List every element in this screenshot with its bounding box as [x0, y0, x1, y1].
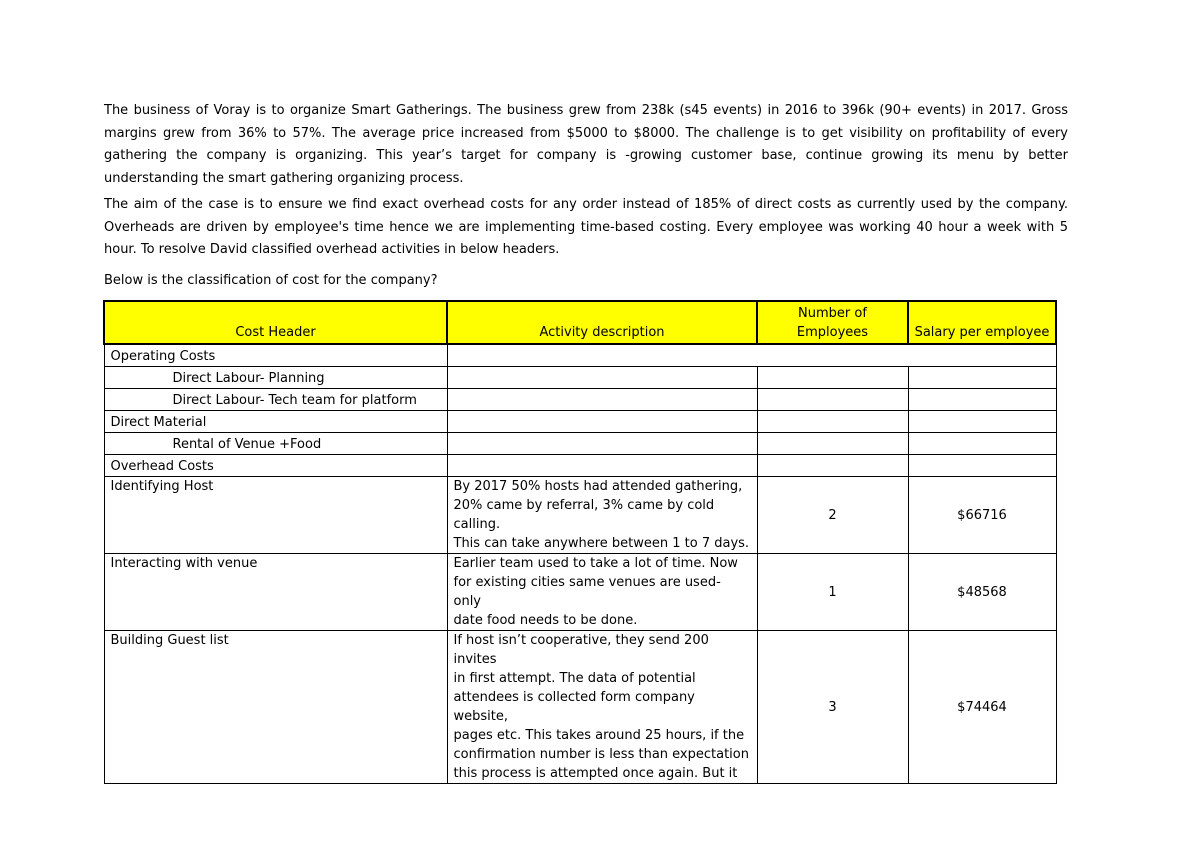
desc-line: pages etc. This takes around 25 hours, if the: [453, 728, 745, 743]
header-salary-per-employee: Salary per employee: [908, 301, 1056, 344]
intro-paragraph: The business of Voray is to organize Smart Gatherings. The business grew from 238k (s45 events) in 2016 to 396k (90+ events) in 2017. Gross margins grew from 36% to 57%. The average price increased from $5000 to $8000. The challenge is to get visibility on profitability of every gathering the company is organizing. This year’s target for company is -growing customer base, continue growing its menu by better understanding the smart gathering organizing process.: [104, 103, 1068, 186]
empty-cell: [757, 367, 908, 389]
empty-cell: [447, 367, 757, 389]
desc-line: By 2017 50% hosts had attended gathering,: [453, 479, 743, 494]
table-row: [104, 367, 1056, 389]
empty-cell: [908, 367, 1056, 389]
activity-description: [447, 631, 757, 784]
salary-value: $66716: [908, 477, 1056, 554]
empty-cell: [757, 455, 908, 477]
table-row: [104, 554, 1056, 631]
header-activity-description: Activity description: [447, 301, 757, 344]
classification-question: Below is the classification of cost for the company?: [104, 273, 438, 288]
table-header-row: [104, 301, 1056, 344]
salary-value: $48568: [908, 554, 1056, 631]
employee-count: 3: [757, 631, 908, 784]
empty-cell: [757, 411, 908, 433]
activity-name: Identifying Host: [104, 477, 447, 554]
header-number-of-employees: [757, 301, 908, 344]
table-row: [104, 631, 1056, 784]
cost-classification-table: [103, 300, 1057, 784]
row-direct-material: Direct Material: [104, 411, 447, 433]
header-employees-line1: Number of: [798, 306, 867, 321]
activity-name: Building Guest list: [104, 631, 447, 784]
empty-cell: [757, 389, 908, 411]
header-employees-line2: Employees: [796, 325, 869, 340]
desc-line: in first attempt. The data of potential: [453, 671, 696, 686]
empty-cell: [447, 455, 757, 477]
employee-count: 1: [757, 554, 908, 631]
empty-cell: [447, 433, 757, 455]
desc-line: for existing cities same venues are used- only: [453, 575, 721, 609]
desc-line: This can take anywhere between 1 to 7 days.: [453, 536, 750, 551]
desc-line: If host isn’t cooperative, they send 200 invites: [453, 633, 709, 667]
table-row: [104, 411, 1056, 433]
table-row: [104, 389, 1056, 411]
desc-line: this process is attempted once again. But it: [453, 766, 738, 781]
desc-line: attendees is collected form company website,: [453, 690, 695, 724]
header-cost-header: Cost Header: [104, 301, 447, 344]
empty-cell: [908, 433, 1056, 455]
table-row: [104, 455, 1056, 477]
table-row: [104, 344, 1056, 367]
activity-description: [447, 477, 757, 554]
empty-cell: [908, 455, 1056, 477]
salary-value: $74464: [908, 631, 1056, 784]
empty-cell: [447, 411, 757, 433]
empty-cell: [908, 389, 1056, 411]
table-row: [104, 477, 1056, 554]
employee-count: 2: [757, 477, 908, 554]
desc-line: Earlier team used to take a lot of time. Now: [453, 556, 738, 571]
aim-paragraph: The aim of the case is to ensure we find exact overhead costs for any order instead of 185% of direct costs as currently used by the company. Overheads are driven by employee's time hence we are implementing time-based costing. Every employee was working 40 hour a week with 5 hour. To resolve David classified overhead activities in below headers.: [104, 197, 1068, 257]
desc-line: confirmation number is less than expectation: [453, 747, 749, 762]
desc-line: date food needs to be done.: [453, 613, 638, 628]
row-rental-venue-food: Rental of Venue +Food: [104, 433, 447, 455]
desc-line: 20% came by referral, 3% came by cold: [453, 498, 715, 513]
empty-cell: [447, 389, 757, 411]
row-direct-labour-planning: Direct Labour- Planning: [104, 367, 447, 389]
empty-cell: [757, 433, 908, 455]
desc-line: calling.: [453, 517, 501, 532]
row-operating-costs: Operating Costs: [104, 344, 447, 367]
table-row: [104, 433, 1056, 455]
activity-name: Interacting with venue: [104, 554, 447, 631]
empty-cell: [908, 411, 1056, 433]
row-direct-labour-tech: Direct Labour- Tech team for platform: [104, 389, 447, 411]
activity-description: [447, 554, 757, 631]
row-overhead-costs: Overhead Costs: [104, 455, 447, 477]
empty-cell: [447, 344, 1056, 367]
